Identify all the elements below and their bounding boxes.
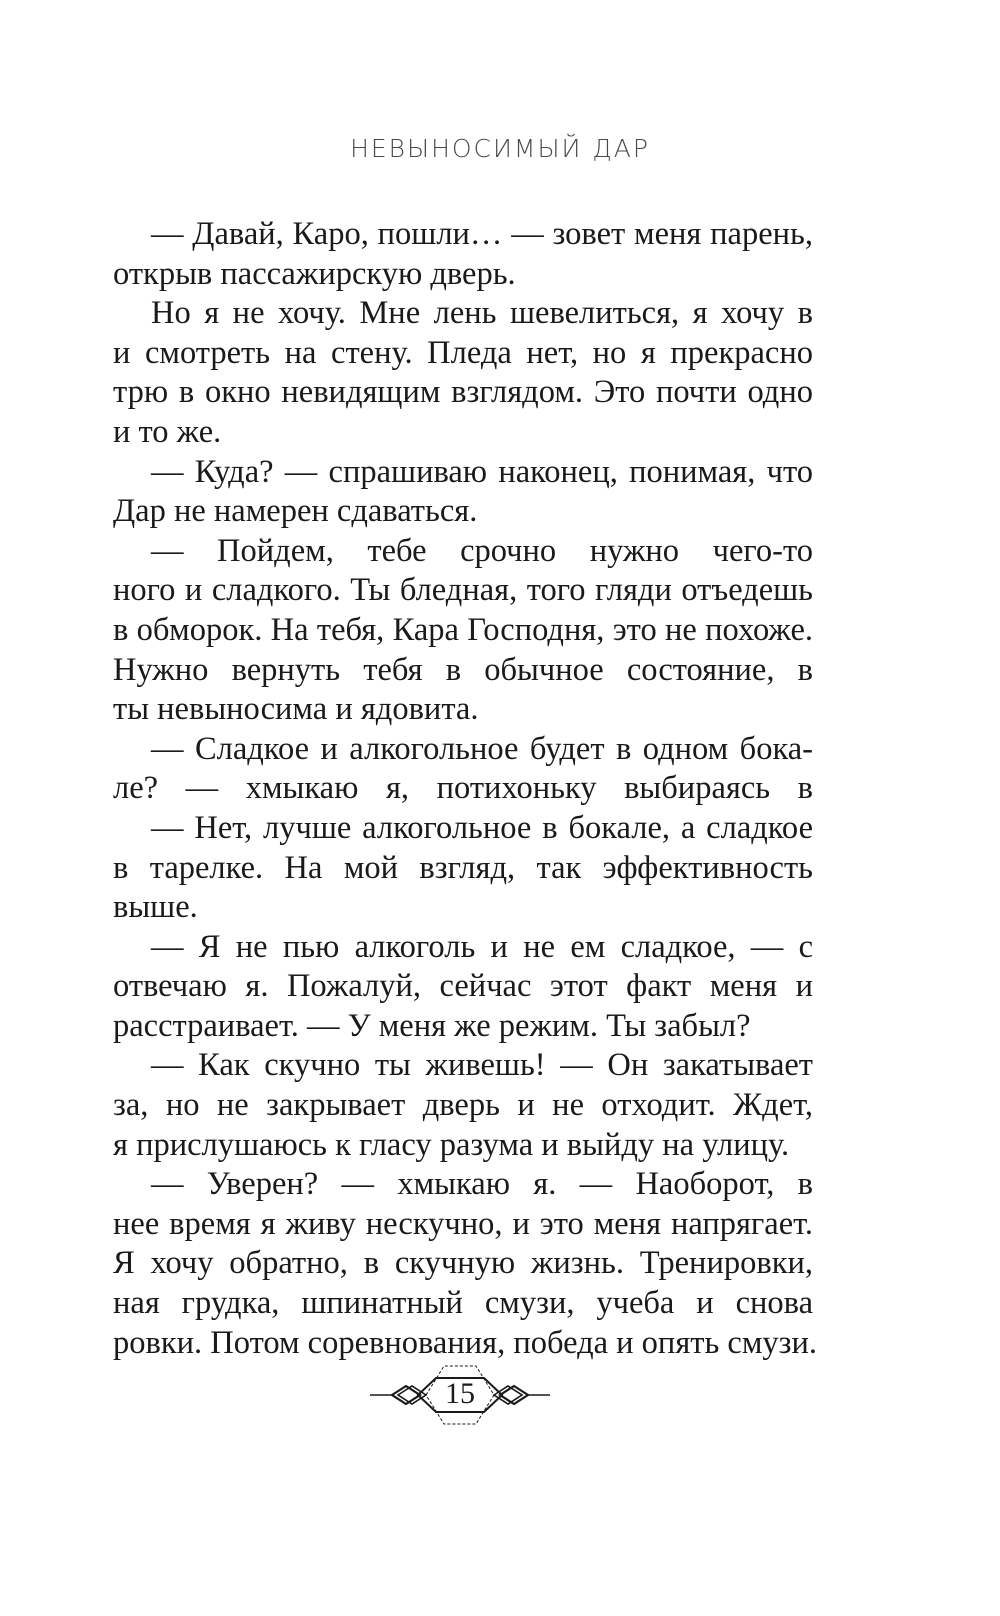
text-line: — Я не пью алкоголь и не ем сладкое, — с — [151, 928, 813, 965]
text-line: за, но не закрывает дверь и не отходит. Ждет, — [113, 1087, 813, 1124]
text-line: Нужно вернуть тебя в обычное состояние, в — [113, 651, 813, 688]
text-line: — Давай, Каро, пошли… — зовет меня парень, — [151, 216, 813, 252]
text-line: ного и сладкого. Ты бледная, того гляди отъедешь — [113, 572, 813, 609]
text-line: — Куда? — спрашиваю наконец, понимая, что — [151, 453, 813, 490]
text-line: — Уверен? — хмыкаю я. — Наоборот, в — [151, 1166, 813, 1203]
text-line: ная грудка, шпинатный смузи, учеба и снова — [113, 1285, 813, 1322]
text-line: трю в окно невидящим взглядом. Это почти одно — [113, 374, 813, 411]
text-line: в тарелке. На мой взгляд, так эффективность — [113, 849, 813, 886]
text-line: отвечаю я. Пожалуй, сейчас этот факт меня и — [113, 968, 813, 1005]
body-text — [113, 215, 818, 1363]
text-line: Дар не намерен сдаваться. — [113, 493, 478, 530]
text-line: ле? — хмыкаю я, потихоньку выбираясь в — [113, 770, 813, 807]
text-line: и то же. — [113, 413, 222, 450]
text-line: ровки. Потом соревнования, победа и опять смузи. — [113, 1324, 818, 1361]
page-number: 15 — [445, 1377, 475, 1410]
text-line: расстраивает. — У меня же режим. Ты забыл? — [113, 1007, 751, 1044]
running-head: НЕВЫНОСИМЫЙ ДАР — [350, 134, 650, 163]
text-line: — Пойдем, тебе срочно нужно чего-то — [151, 532, 813, 569]
text-line: и смотреть на стену. Пледа нет, но я прекрасно — [113, 334, 813, 371]
text-line: открыв пассажирскую дверь. — [113, 255, 516, 292]
text-line: выше. — [113, 889, 198, 926]
text-line: я прислушаюсь к гласу разума и выйду на улицу. — [113, 1126, 790, 1163]
text-line: Я хочу обратно, в скучную жизнь. Тренировки, — [113, 1245, 813, 1282]
text-line: — Сладкое и алкогольное будет в одном бока- — [151, 730, 813, 767]
text-line: в обморок. На тебя, Кара Господня, это не похоже. — [113, 611, 813, 648]
text-line: ты невыносима и ядовита. — [113, 691, 479, 728]
text-line: — Как скучно ты живешь! — Он закатывает — [151, 1047, 813, 1084]
page-number-ornament — [370, 1362, 550, 1428]
text-line: — Нет, лучше алкогольное в бокале, а сладкое — [151, 809, 813, 846]
text-line: нее время я живу нескучно, и это меня напрягает. — [113, 1205, 813, 1242]
text-line: Но я не хочу. Мне лень шевелиться, я хочу в — [151, 295, 813, 332]
